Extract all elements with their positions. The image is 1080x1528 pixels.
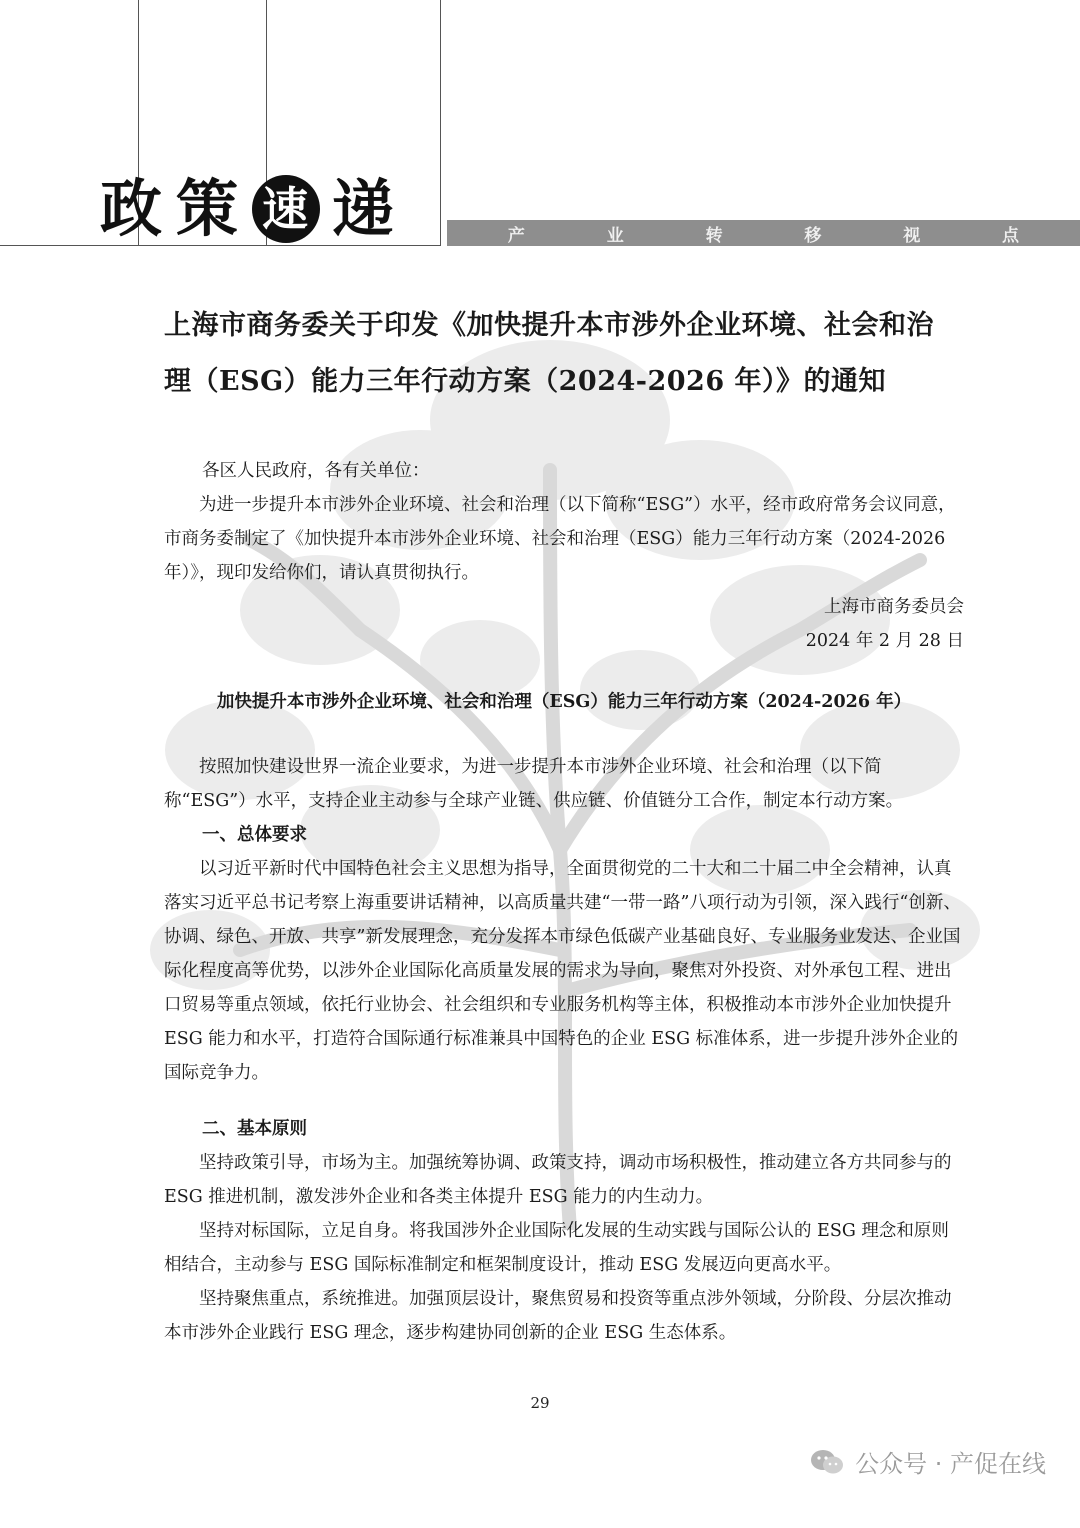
column-title-char: 策 (176, 172, 241, 245)
notice-paragraph: 为进一步提升本市涉外企业环境、社会和治理（以下简称“ESG”）水平，经市政府常务会议同意，市商务委制定了《加快提升本市涉外企业环境、社会和治理（ESG）能力三年行动方案（2024-2026 年）》，现印发给你们，请认真贯彻执行。 (164, 495, 956, 583)
footer-source-label: 公众号 · 产促在线 (855, 1450, 1046, 1478)
section-band-char: 转 (705, 225, 723, 246)
page-number: 29 (530, 1394, 550, 1412)
section-band-char: 点 (1002, 225, 1020, 246)
plan-title: 加快提升本市涉外企业环境、社会和治理（ESG）能力三年行动方案（2024-2026 年） (216, 692, 912, 712)
issuer: 上海市商务委员会 (824, 597, 964, 617)
section-heading: 二、基本原则 (202, 1119, 307, 1139)
column-title-char: 递 (332, 172, 397, 245)
section-band-char: 业 (606, 225, 624, 246)
column-title-badge-char: 速 (252, 175, 320, 243)
footer-source (809, 1444, 1046, 1479)
column-header (0, 0, 1080, 260)
section-band-char: 移 (804, 225, 822, 246)
section-band-char: 产 (507, 225, 525, 246)
column-title (100, 168, 396, 250)
title-line-1: 上海市商务委关于印发《加快提升本市涉外企业环境、社会和治 (164, 310, 934, 341)
principle-paragraph: 坚持聚焦重点，系统推进。加强顶层设计，聚焦贸易和投资等重点涉外领域，分阶段、分层次推动本市涉外企业践行 ESG 理念，逐步构建协同创新的企业 ESG 生态体系。 (164, 1289, 952, 1343)
issue-date: 2024 年 2 月 28 日 (805, 631, 964, 651)
frame-line (440, 0, 441, 246)
principle-paragraph: 坚持对标国际，立足自身。将我国涉外企业国际化发展的生动实践与国际公认的 ESG 理念和原则相结合，主动参与 ESG 国际标准制定和框架制度设计，推动 ESG 发展迈向更高水平。 (164, 1221, 949, 1275)
column-title-char: 政 (100, 172, 165, 245)
section-band (447, 220, 1080, 246)
wechat-icon (809, 1448, 845, 1476)
section-paragraph: 以习近平新时代中国特色社会主义思想为指导，全面贯彻党的二十大和二十届二中全会精神，认真落实习近平总书记考察上海重要讲话精神，以高质量共建“一带一路”八项行动为引领，深入践行“创新、协调、绿色、开放、共享”新发展理念，充分发挥本市绿色低碳产业基础良好、专业服务业发达、企业国际化程度高等优势，以涉外企业国际化高质量发展的需求为导向，聚焦对外投资、对外承包工程、进出口贸易等重点领域，依托行业协会、社会组织和专业服务机构等主体，积极推动本市涉外企业加快提升 ESG 能力和水平，打造符合国际通行标准兼具中国特色的企业 ESG 标准体系，进一步提升涉外企业的国际竞争力。 (164, 859, 961, 1083)
salutation: 各区人民政府，各有关单位： (202, 461, 430, 481)
plan-section (164, 750, 964, 1350)
plan-intro: 按照加快建设世界一流企业要求，为进一步提升本市涉外企业环境、社会和治理（以下简称“ESG”）水平，支持企业主动参与全球产业链、供应链、价值链分工合作，制定本行动方案。 (164, 757, 904, 811)
document-body (164, 298, 964, 1350)
document-title (164, 298, 964, 410)
section-heading: 一、总体要求 (202, 825, 307, 845)
principle-paragraph: 坚持政策引导，市场为主。加强统筹协调、政策支持，调动市场积极性，推动建立各方共同参与的 ESG 推进机制，激发涉外企业和各类主体提升 ESG 能力的内生动力。 (164, 1153, 952, 1207)
section-band-char: 视 (903, 225, 921, 246)
title-line-2: 理（ESG）能力三年行动方案（2024-2026 年）》的通知 (164, 366, 887, 397)
notice-section (164, 454, 964, 658)
